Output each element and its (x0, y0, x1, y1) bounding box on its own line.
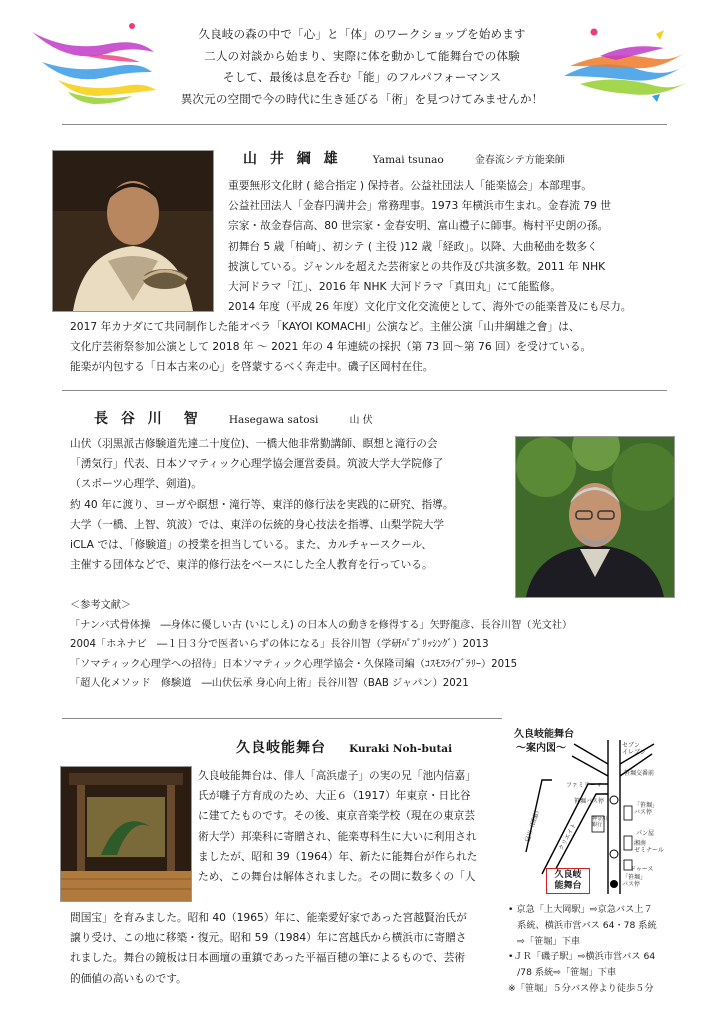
map-label-bank: 神奈川 銀行 (592, 816, 608, 828)
access-line: ⇨「笹堀」下車 (508, 935, 581, 947)
reference-item: 「ナンバ式骨体操 ―身体に優しい古 (いにしえ) の日本人の動きを修得する」矢野龍彦、長谷川智（光文社） (70, 619, 573, 631)
map-label-kidou: 巳川（国道） (524, 806, 542, 844)
bio-line: 「湧気行」代表、日本ソマティック心理学協会運営委員。筑波大学大学院修了 (70, 457, 444, 471)
map-label-sasabi: 笹堀交番前 (624, 770, 655, 777)
map-label-dohse: ドゥース (630, 866, 654, 873)
map-title: 久良岐能舞台 (514, 729, 574, 740)
access-map (512, 724, 672, 900)
map-label-family: ファミリーマ (566, 782, 602, 789)
divider (62, 124, 667, 125)
bio-line: 宗家・故金春信高、80 世宗家・金春安明、富山禮子に師事。梅村平史朗の孫。 (228, 219, 609, 233)
yamai-bio-full (70, 317, 591, 378)
bio-line: 能楽が内包する「日本古来の心」を啓蒙するべく奔走中。磯子区岡村在住。 (70, 360, 434, 374)
bio-line: 約 40 年に渡り、ヨーガや瞑想・滝行等、東洋的修行法を実践的に研究、指導。 (70, 497, 454, 511)
intro-line: 久良岐の森の中で「心」と「体」のワークショップを始めます (198, 27, 526, 41)
stage-line: れました。舞台の鏡板は日本画壇の重鎮であった平福百穂の筆によるもので、芸術 (70, 951, 466, 965)
yamai-photo (52, 150, 214, 312)
stage-line: ため、この舞台は解体されました。その間に数多くの「人 (198, 870, 476, 884)
map-label-road: クリエイト (557, 822, 578, 852)
confetti-left-decoration (28, 22, 158, 107)
hasegawa-references (70, 596, 572, 694)
hasegawa-name: 長 谷 川 智 (94, 411, 202, 427)
bio-line: 文化庁芸術祭参加公演として 2018 年 ～ 2021 年の 4 年連続の採択（第 73 回～第 76 回）を受けている。 (70, 340, 592, 354)
bio-line: 主催する団体などで、東洋的修行法をベースにした全人教育を行っている。 (70, 558, 433, 572)
yamai-header (243, 148, 565, 168)
bio-line: 山伏（羽黒派古修験道先達二十度位)、一橋大他非常勤講師、瞑想と滝行の会 (70, 437, 438, 450)
bio-line: （スポーツ心理学、剣道)。 (70, 477, 202, 491)
reference-item: 2004「ホネナビ ―１日３分で医者いらずの体になる」長谷川智（学研ﾊﾟﾌﾞﾘｯｼﾝｸﾞ）2013 (70, 639, 489, 651)
stage-header (236, 737, 452, 757)
map-subtitle: ～案内図～ (516, 743, 566, 754)
stage-photo (60, 766, 192, 902)
stage-line: 氏が囃子方育成のため、大正６（1917）年東京・日比谷 (198, 789, 471, 803)
yamai-affiliation: 金春流シテ方能楽師 (474, 155, 565, 166)
stage-roman: Kuraki Noh-butai (349, 743, 453, 755)
bio-line: 初舞台 5 歳「柏崎」、初シテ ( 主役 )12 歳「経政」。以降、大曲秘曲を数多く (228, 239, 598, 253)
bio-line: 2017 年カナダにて共同制作した能オペラ「KAYOI KOMACHI」公演など。主催公演「山井綱雄之會」は、 (70, 320, 580, 333)
bio-line: 披演している。ジャンルを超えた芸術家との共作及び共演多数。2011 年 NHK (228, 259, 606, 273)
stage-text-full (70, 908, 467, 989)
hasegawa-title: 山 伏 (349, 415, 373, 426)
bio-line: 大学（一橋、上智、筑波）では、東洋の伝統的身心技法を指導、山梨学院大学 (70, 517, 445, 531)
intro-line: 二人の対談から始まり、実際に体を動かして能舞台での体験 (204, 48, 520, 63)
access-line: ※「笹堀」５分バス停より徒歩５分 (508, 982, 654, 994)
hasegawa-header (94, 408, 373, 428)
refs-heading: ＜参考文献＞ (70, 600, 132, 611)
bio-line: 重要無形文化財 ( 総合指定 ) 保持者。公益社団法人「能楽協会」本部理事。 (228, 179, 592, 192)
access-line: • 京急「上大岡駅」⇨京急バス上７ (508, 904, 653, 915)
reference-item: 「超人化メソッド 修験道 ―山伏伝承 身心向上術」長谷川智（BAB ジャパン）2021 (70, 678, 469, 690)
hasegawa-roman: Hasegawa satosi (228, 414, 319, 426)
access-line: 系統、横浜市営バス 64・78 系統 (508, 919, 657, 931)
map-label-seven: セブン イレブン (622, 742, 646, 756)
stage-line: 的価値の高いものです。 (70, 971, 187, 985)
stage-line: ましたが、昭和 39（1964）年、新たに能舞台が作られた (198, 849, 478, 863)
divider (62, 390, 667, 391)
hasegawa-bio (70, 434, 454, 575)
access-info (508, 902, 657, 997)
map-label-shonan: 湘南 ゼミナール (634, 840, 664, 854)
map-label-kuraki-bus: 「笹堀」 バス停 (622, 874, 647, 888)
yamai-name: 山 井 綱 雄 (243, 151, 342, 167)
confetti-right-decoration (560, 26, 690, 106)
access-line: •ＪＲ「磯子駅」⇨横浜市営バス 64 (508, 951, 656, 963)
stage-line: に建てたものです。その後、東京音楽学校（現在の東京芸 (198, 809, 476, 823)
bio-line: 大河ドラマ「江」、2016 年 NHK 大河ドラマ「真田丸」にて能監修。 (228, 280, 561, 294)
map-label-sasabi2: 笹堀バス停 (574, 798, 605, 805)
bio-line: iCLA では、「修験道」の授業を担当している。また、カルチャースクール、 (70, 538, 433, 552)
intro-line: そして、最後は息を呑む「能」のフルパフォーマンス (222, 70, 502, 84)
map-stage-marker: 久良岐 能舞台 (546, 868, 590, 894)
intro-block (150, 24, 574, 110)
stage-heading: 久良岐能舞台 (236, 740, 326, 756)
intro-line: 異次元の空間で今の時代に生き延びる「術」を見つけてみませんか！ (180, 91, 544, 106)
hasegawa-photo (515, 436, 675, 598)
bio-line: 公益社団法人「金春円満井会」常務理事。1973 年横浜市生まれ。金春流 79 世 (228, 199, 611, 213)
yamai-roman: Yamai tsunao (372, 154, 444, 166)
yamai-bio (228, 176, 631, 317)
reference-item: 「ソマティック心理学への招待」日本ソマティック心理学協会・久保隆司編（ｺｽﾓｽﾗｲﾌﾞﾗﾘｰ）2015 (70, 658, 518, 670)
map-label-bus: 「笹堀」 バス停 (634, 802, 659, 816)
stage-line: 間国宝」を育みました。昭和 40（1965）年に、能楽愛好家であった宮越賢治氏が (70, 911, 467, 924)
stage-line: 久良岐能舞台は、俳人「高浜虚子」の実の兄「池内信嘉」 (198, 769, 476, 782)
map-label-pan: パン屋 (636, 830, 655, 837)
divider (62, 718, 502, 719)
stage-line: 術大学）邦楽科に寄贈され、能楽専科生に大いに利用され (198, 829, 477, 843)
access-line: /78 系統⇨「笹堀」下車 (508, 967, 617, 979)
bio-line: 2014 年度（平成 26 年度）文化庁文化交流使として、海外での能楽普及にも尽力。 (228, 300, 632, 314)
stage-line: 譲り受け、この地に移築・復元。昭和 59（1984）年に宮越氏から横浜市に寄贈さ (70, 931, 467, 945)
stage-text (198, 766, 477, 887)
